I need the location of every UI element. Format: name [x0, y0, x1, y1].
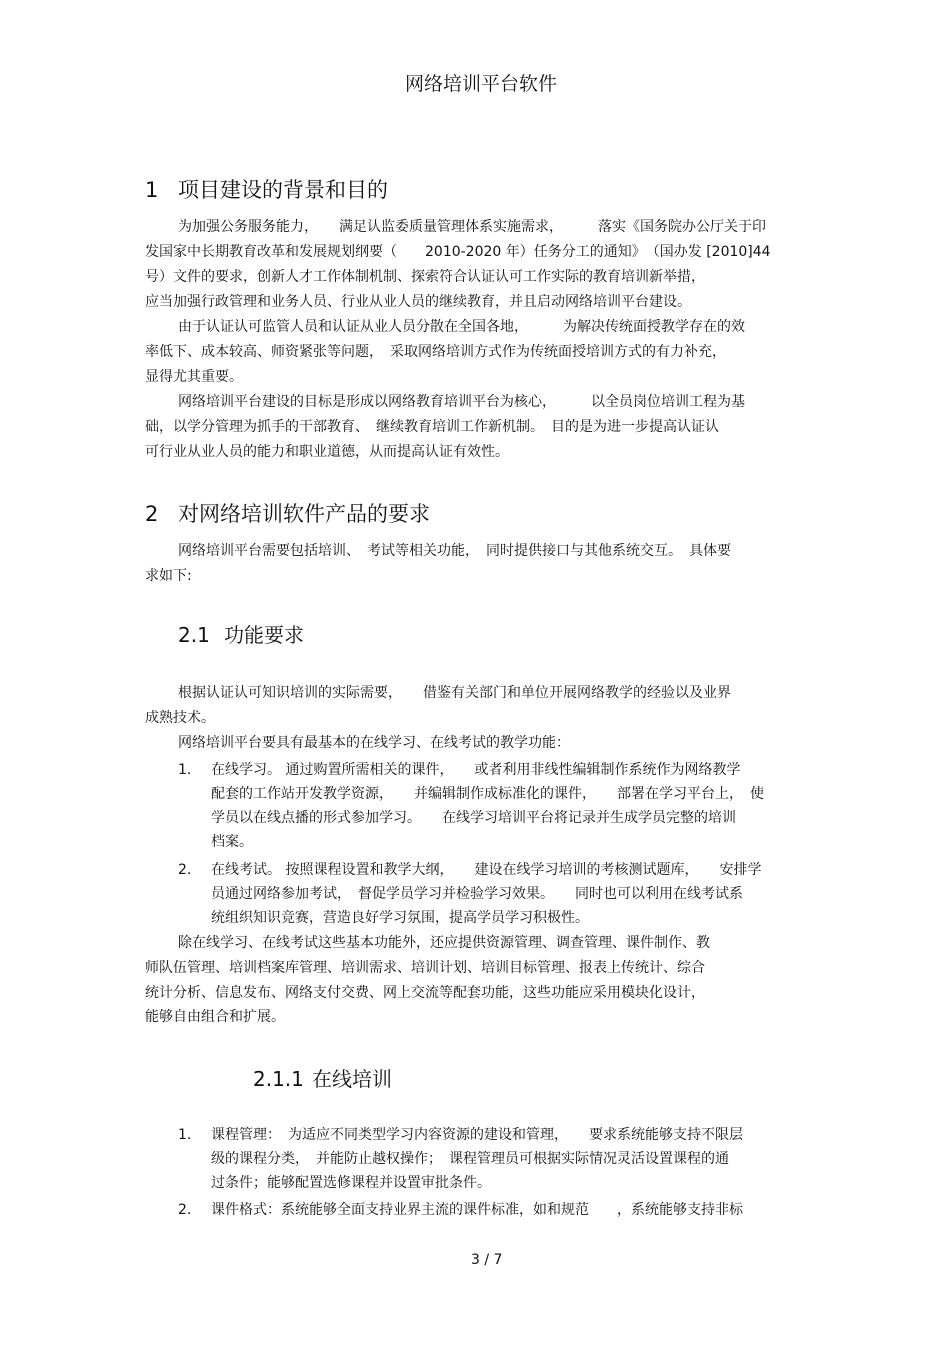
s211-item-1-number: 1.: [178, 1127, 192, 1143]
document-title: 网络培训平台软件: [405, 73, 558, 95]
s21-item-2-line-3: 统组织知识竞赛，营造良好学习氛围，提高学员学习积极性。: [211, 910, 589, 926]
s211-item-2-number: 2.: [178, 1202, 192, 1218]
s21-p1-line-1: 根据认证认可知识培训的实际需要， 借鉴有关部门和单位开展网络教学的经验以及业界: [178, 685, 731, 701]
section-2-number: 2: [145, 502, 159, 526]
s21-item-2-line-1: 在线考试。 按照课程设置和教学大纲， 建设在线学习培训的考核测试题库， 安排学: [211, 862, 762, 878]
s21-item-1-number: 1.: [178, 762, 192, 778]
s21-p1-line-2: 成熟技术。: [145, 710, 215, 726]
s1-p3-line-1: 网络培训平台建设的目标是形成以网络教育培训平台为核心， 以全员岗位培训工程为基: [178, 394, 745, 410]
section-2-1-heading: 功能要求: [224, 623, 304, 647]
s21-p2: 网络培训平台要具有最基本的在线学习、在线考试的教学功能：: [178, 735, 570, 751]
s21-p3-line-1: 除在线学习、在线考试这些基本功能外，还应提供资源管理、调查管理、课件制作、教: [178, 935, 710, 951]
page-number: 3 / 7: [471, 1252, 503, 1268]
s2-p1-line-1: 网络培训平台需要包括培训、 考试等相关功能， 同时提供接口与其他系统交互。 具体要: [178, 543, 731, 559]
s21-item-2-line-2: 员通过网络参加考试， 督促学员学习并检验学习效果。 同时也可以利用在线考试系: [211, 886, 743, 902]
s21-item-1-line-2: 配套的工作站开发教学资源， 并编辑制作成标准化的课件， 部署在学习平台上， 使: [211, 786, 764, 802]
s1-p2-line-1: 由于认证认可监管人员和认证从业人员分散在全国各地， 为解决传统面授教学存在的效: [178, 319, 745, 335]
s211-item-2-line-1: 课件格式：系统能够全面支持业界主流的课件标准，如和规范 ，系统能够支持非标: [211, 1202, 743, 1218]
s1-p3-line-2: 础，以学分管理为抓手的干部教育、 继续教育培训工作新机制。 目的是为进一步提高认证认: [145, 419, 719, 435]
s21-item-1-line-1: 在线学习。 通过购置所需相关的课件， 或者利用非线性编辑制作系统作为网络教学: [211, 762, 741, 778]
s1-p3-line-3: 可行业从业人员的能力和职业道德，从而提高认证有效性。: [145, 444, 509, 460]
s21-p3-line-3: 统计分析、信息发布、网络支付交费、网上交流等配套功能，这些功能应采用模块化设计，: [145, 985, 705, 1001]
s1-p2-line-2: 率低下、成本较高、师资紧张等问题， 采取网络培训方式作为传统面授培训方式的有力补充，: [145, 344, 726, 360]
s21-item-1-line-3: 学员以在线点播的形式参加学习。 在线学习培训平台将记录并生成学员完整的培训: [211, 810, 736, 826]
s2-p1-line-2: 求如下:: [145, 568, 192, 584]
section-2-heading: 对网络培训软件产品的要求: [178, 502, 430, 526]
section-1-heading: 项目建设的背景和目的: [178, 178, 388, 202]
section-2-1-number: 2.1: [178, 623, 210, 647]
section-2-1-1-heading: 在线培训: [312, 1067, 392, 1091]
s1-p1-line-1: 为加强公务服务能力， 满足认监委质量管理体系实施需求， 落实《国务院办公厅关于印: [178, 219, 766, 235]
s211-item-1-line-2: 级的课程分类， 并能防止越权操作； 课程管理员可根据实际情况灵活设置课程的通: [211, 1151, 729, 1167]
s21-p3-line-2: 师队伍管理、培训档案库管理、培训需求、培训计划、培训目标管理、报表上传统计、综合: [145, 960, 705, 976]
s211-item-1-line-3: 过条件；能够配置选修课程并设置审批条件。: [211, 1175, 491, 1191]
s21-item-1-line-4: 档案。: [211, 834, 253, 850]
s1-p2-line-3: 显得尤其重要。: [145, 369, 243, 385]
s1-p1-line-4: 应当加强行政管理和业务人员、行业从业人员的继续教育，并且启动网络培训平台建设。: [145, 294, 691, 310]
s21-p3-line-4: 能够自由组合和扩展。: [145, 1009, 285, 1025]
s1-p1-line-2: 发国家中长期教育改革和发展规划纲要（ 2010-2020 年）任务分工的通知》 （国办发 [2010]44: [145, 244, 771, 260]
s21-item-2-number: 2.: [178, 862, 192, 878]
section-2-1-1-number: 2.1.1: [253, 1067, 304, 1091]
section-1-number: 1: [145, 178, 159, 202]
s211-item-1-line-1: 课程管理： 为适应不同类型学习内容资源的建设和管理， 要求系统能够支持不限层: [211, 1127, 743, 1143]
s1-p1-line-3: 号）文件的要求，创新人才工作体制机制、探索符合认证认可工作实际的教育培训新举措，: [145, 269, 705, 285]
